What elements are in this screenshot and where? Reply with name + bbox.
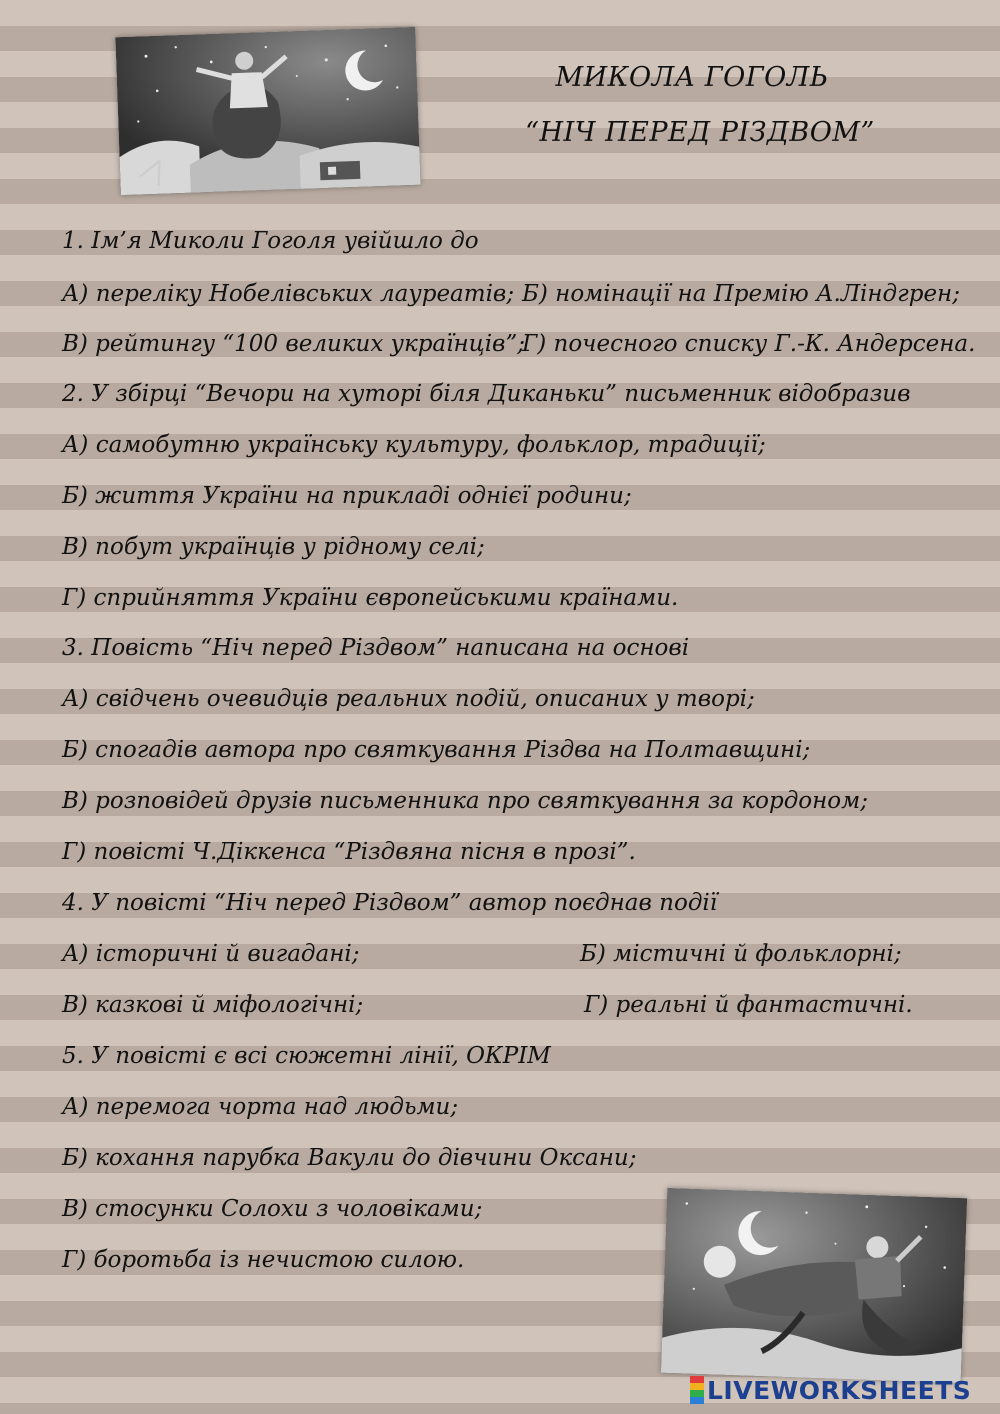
question-2-text: 2. У збірці “Вечори на хуторі біля Диканьки” письменник відобразив xyxy=(62,381,911,407)
question-1-option-c: В) рейтингу “100 великих українців”; xyxy=(62,331,525,357)
logo-block-red xyxy=(690,1376,704,1383)
question-4-text: 4. У повісті “Ніч перед Різдвом” автор поєднав події xyxy=(62,890,718,916)
question-2-option-c: В) побут українців у рідному селі; xyxy=(62,534,485,560)
question-1-option-a: А) переліку Нобелівських лауреатів; xyxy=(62,281,515,307)
question-4-option-c: В) казкові й міфологічні; xyxy=(62,992,364,1018)
question-3-option-b: Б) спогадів автора про святкування Різдва на Полтавщині; xyxy=(62,737,811,763)
illustration-bottom xyxy=(661,1188,967,1383)
question-5-text: 5. У повісті є всі сюжетні лінії, ОКРІМ xyxy=(62,1043,551,1069)
liveworksheets-logo xyxy=(690,1374,971,1406)
question-3-text: 3. Повість “Ніч перед Різдвом” написана на основі xyxy=(62,635,690,661)
logo-block-green xyxy=(690,1390,704,1397)
question-3-option-a: А) свідчень очевидців реальних подій, описаних у творі; xyxy=(62,686,755,712)
question-5-option-b: Б) кохання парубка Вакули до дівчини Оксани; xyxy=(62,1145,637,1171)
witch-flying-illustration xyxy=(115,27,420,195)
question-1-text: 1. Ім’я Миколи Гоголя увійшло до xyxy=(62,228,479,254)
question-3-option-d: Г) повісті Ч.Діккенса “Різдвяна пісня в прозі”. xyxy=(62,839,636,865)
question-2-option-d: Г) сприйняття України європейськими країнами. xyxy=(62,585,679,611)
question-2-option-a: А) самобутню українську культуру, фольклор, традиції; xyxy=(62,432,766,458)
logo-text: LIVEWORKSHEETS xyxy=(707,1375,972,1405)
question-4-option-a: А) історичні й вигадані; xyxy=(62,941,360,967)
logo-blocks-icon xyxy=(690,1376,704,1404)
question-5-option-c: В) стосунки Солохи з чоловіками; xyxy=(62,1196,483,1222)
logo-block-yellow xyxy=(690,1383,704,1390)
page-subtitle: “НІЧ ПЕРЕД РІЗДВОМ” xyxy=(525,117,875,148)
question-4-option-b: Б) містичні й фольклорні; xyxy=(580,941,902,967)
question-3-option-c: В) розповідей друзів письменника про святкування за кордоном; xyxy=(62,788,868,814)
question-5-option-a: А) перемога чорта над людьми; xyxy=(62,1094,459,1120)
page-title: МИКОЛА ГОГОЛЬ xyxy=(555,62,829,93)
question-5-option-d: Г) боротьба із нечистою силою. xyxy=(62,1247,465,1273)
question-1-option-b: Б) номінації на Премію А.Ліндгрен; xyxy=(522,281,960,307)
question-1-option-d: Г) почесного списку Г.-К. Андерсена. xyxy=(522,331,976,357)
question-4-option-d: Г) реальні й фантастичні. xyxy=(584,992,913,1018)
illustration-top xyxy=(115,27,420,195)
question-2-option-b: Б) життя України на прикладі однієї родини; xyxy=(62,483,632,509)
logo-block-blue xyxy=(690,1397,704,1404)
vakula-riding-devil-illustration xyxy=(661,1188,967,1383)
